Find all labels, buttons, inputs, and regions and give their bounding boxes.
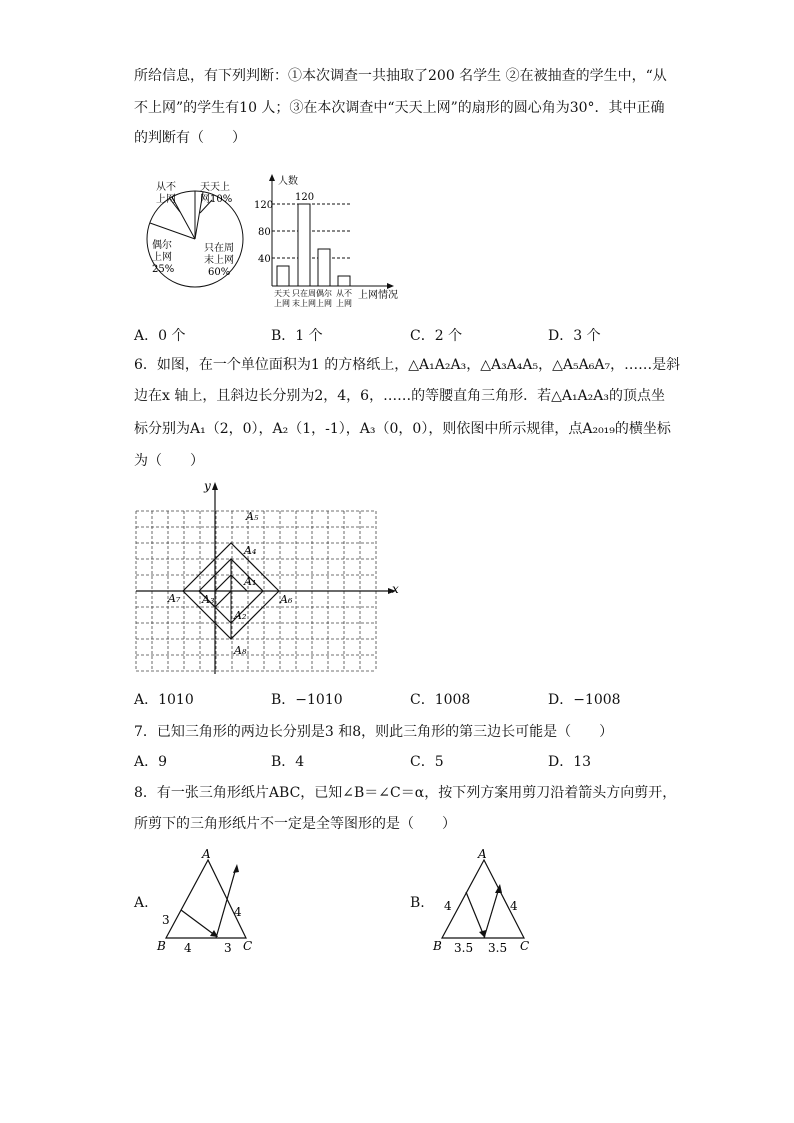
cat-label: 末上网	[292, 299, 316, 308]
bar	[318, 249, 330, 286]
q7-option-d: D．13	[548, 754, 592, 770]
point-label: A₆	[280, 593, 293, 606]
bar-xlabel: 上网情况	[358, 290, 398, 301]
cut-line	[181, 910, 216, 936]
cut-line	[484, 888, 499, 938]
pie-label: 60%	[208, 267, 231, 278]
coordinate-grid-figure	[130, 478, 405, 683]
pie-label: 上网	[152, 252, 172, 263]
length-label: 4	[234, 905, 242, 919]
q6-option-d: D．−1008	[548, 692, 621, 708]
length-label: 4	[444, 899, 452, 913]
cut-line	[466, 892, 484, 936]
point-label: A₂	[234, 609, 247, 622]
q8-option-a-figure	[150, 846, 265, 956]
q5-option-b: B．1 个	[271, 328, 323, 344]
vertex-label-a: A	[478, 847, 487, 861]
q5-option-a: A．0 个	[134, 328, 186, 344]
cat-label: 只在周	[292, 289, 316, 298]
q8-option-b-figure	[428, 846, 543, 956]
bar-data-label: 120	[295, 192, 315, 203]
pie-label: 从不	[156, 182, 176, 193]
q6-text-line-2: 边在x 轴上，且斜边长分别为2，4，6，……的等腰直角三角形．若△A₁A₂A₃的顶点坐	[134, 388, 666, 404]
q8-text-line-1: 8．有一张三角形纸片ABC，已知∠B＝∠C＝α，按下列方案用剪刀沿着箭头方向剪开，	[134, 785, 677, 801]
y-axis-arrow	[212, 482, 218, 490]
q6-option-b: B．−1010	[271, 692, 343, 708]
length-label: 4	[510, 899, 518, 913]
q6-text-line-1: 6．如图，在一个单位面积为1 的方格纸上，△A₁A₂A₃，△A₃A₄A₅，△A₅A₆A₇，……是斜	[134, 357, 681, 373]
ytick-label: 80	[258, 227, 271, 238]
cat-label: 天天	[274, 289, 290, 298]
pie-label: 天天上	[200, 182, 230, 193]
q6-text-line-4: 为（ ）	[134, 453, 204, 469]
length-label: 3	[224, 941, 232, 955]
q5-text-line-3: 的判断有（ ）	[134, 130, 246, 146]
cat-label: 上网	[336, 299, 352, 308]
ytick-label: 120	[254, 200, 274, 211]
bar-y-arrow	[269, 174, 275, 181]
cat-label: 上网	[316, 299, 332, 308]
q8-option-a-label: A.	[134, 895, 149, 911]
length-label: 3.5	[454, 941, 474, 955]
ytick-label: 40	[258, 254, 271, 265]
q7-option-c: C．5	[410, 754, 444, 770]
pie-label: 末上网	[204, 255, 234, 266]
vertex-label-b: B	[157, 939, 166, 953]
pie-label: 25%	[152, 264, 175, 275]
q5-option-c: C．2 个	[410, 328, 463, 344]
cat-label: 上网	[274, 299, 290, 308]
bar-ylabel: 人数	[278, 176, 298, 187]
point-label: A₄	[244, 544, 257, 557]
point-label: A₁	[244, 575, 257, 588]
length-label: 3	[162, 913, 170, 927]
q6-text-line-3: 标分别为A₁（2，0），A₂（1，-1），A₃（0，0），则依图中所示规律，点A₂₀₁₉的横坐标	[134, 421, 671, 437]
x-axis-label: x	[392, 582, 399, 596]
bar-x-arrow	[387, 283, 394, 289]
q7-option-a: A．9	[134, 754, 168, 770]
q7-option-b: B．4	[271, 754, 305, 770]
q5-text-line-2: 不上网”的学生有10 人；③在本次调查中“天天上网”的扇形的圆心角为30°．其中正确	[134, 100, 665, 116]
bar	[277, 266, 289, 286]
q8-text-line-2: 所剪下的三角形纸片不一定是全等图形的是（ ）	[134, 816, 456, 832]
vertex-label-c: C	[520, 939, 530, 953]
point-label: A₇	[168, 592, 181, 605]
q7-text: 7．已知三角形的两边长分别是3 和8，则此三角形的第三边长可能是（ ）	[134, 724, 614, 740]
q8-option-b-label: B.	[410, 895, 425, 911]
q5-option-d: D．3 个	[548, 328, 601, 344]
length-label: 4	[184, 941, 192, 955]
q6-option-c: C．1008	[410, 692, 471, 708]
bar	[298, 204, 310, 286]
cat-label: 偶尔	[316, 289, 332, 298]
length-label: 3.5	[488, 941, 508, 955]
pie-label: 只在周	[204, 243, 234, 254]
vertex-label-a: A	[202, 847, 211, 861]
cut-line	[216, 868, 236, 938]
pie-label: 网10%	[200, 194, 233, 205]
cat-label: 从不	[336, 289, 352, 298]
pie-label: 上网	[156, 194, 176, 205]
q5-text-line-1: 所给信息，有下列判断：①本次调查一共抽取了200 名学生 ②在被抽查的学生中，“从	[134, 68, 667, 84]
q6-option-a: A．1010	[134, 692, 194, 708]
bar	[338, 276, 350, 286]
arrow-head	[233, 864, 239, 873]
vertex-label-c: C	[243, 939, 253, 953]
arrow-head	[495, 884, 502, 893]
bar-chart	[250, 170, 410, 310]
point-label: A₃	[202, 593, 215, 606]
point-label: A₈	[234, 644, 247, 657]
pie-divider	[150, 223, 195, 239]
y-axis-label: y	[204, 479, 211, 493]
point-label: A₅	[246, 510, 259, 523]
vertex-label-b: B	[433, 939, 442, 953]
pie-label: 偶尔	[152, 240, 172, 251]
